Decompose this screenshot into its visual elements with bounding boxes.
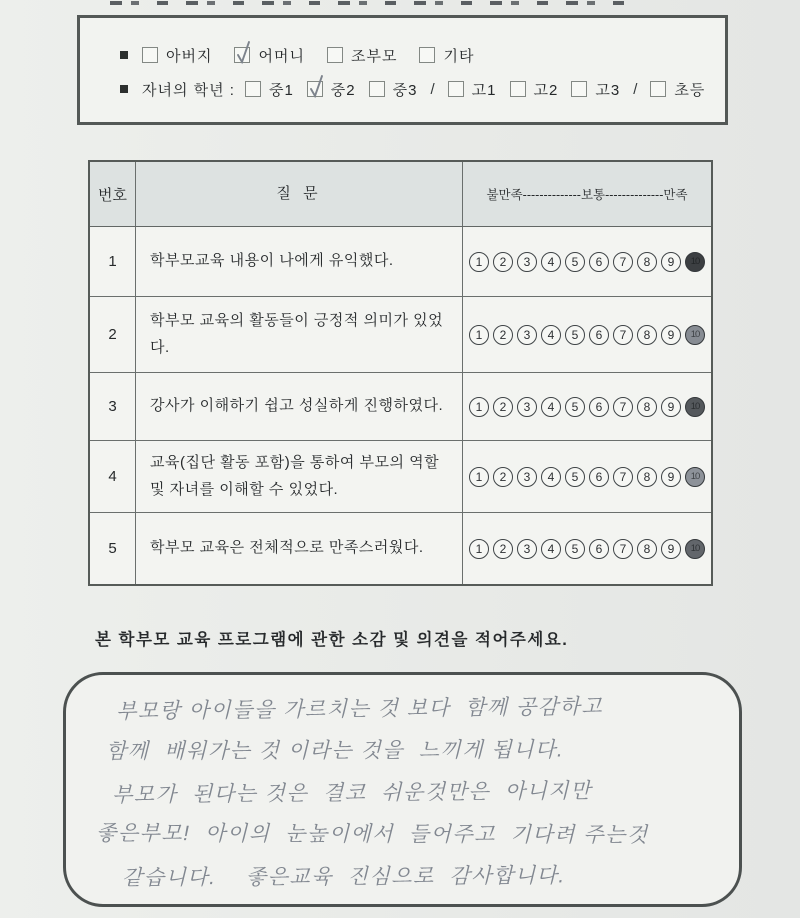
- rating-circle: 9: [661, 325, 681, 345]
- grade-checkbox-option: [571, 79, 620, 100]
- rating-circle: 7: [613, 397, 633, 417]
- relation-checkbox-option: [419, 45, 474, 66]
- grade-checkbox-option: [307, 79, 356, 100]
- table-row: [90, 297, 711, 373]
- table-body: [90, 227, 711, 584]
- row-number: 2: [90, 297, 136, 372]
- row-number: 4: [90, 441, 136, 512]
- checkbox-label: 고3: [595, 81, 621, 99]
- question-text: 강사가 이해하기 쉽고 성실하게 진행하였다.: [136, 373, 463, 440]
- rating-circle: 4: [541, 397, 561, 417]
- grade-row: [120, 72, 725, 106]
- rating-circle: 7: [613, 539, 633, 559]
- checkbox: [369, 81, 385, 97]
- rating-circle: 6: [589, 467, 609, 487]
- header-question: 질 문: [136, 162, 463, 226]
- rating-circle: 5: [565, 397, 585, 417]
- table-row: [90, 513, 711, 584]
- handwritten-comment-line: 함께 배워가는 것 이라는 것을 느끼게 됩니다.: [105, 738, 565, 764]
- rating-scale: [463, 373, 711, 440]
- comments-prompt: 본 학부모 교육 프로그램에 관한 소감 및 의견을 적어주세요.: [95, 631, 569, 649]
- checkbox-label: 조부모: [350, 47, 398, 65]
- row-number: 1: [90, 227, 136, 296]
- checkbox: [510, 81, 526, 97]
- option-separator: /: [430, 80, 435, 98]
- rating-scale: [463, 297, 711, 372]
- checkbox-label: 고2: [533, 81, 559, 99]
- rating-circle: 3: [517, 325, 537, 345]
- relation-row: [120, 38, 725, 72]
- grade-checkbox-option: [245, 79, 294, 100]
- rating-circle: 1: [469, 539, 489, 559]
- rating-circle: 3: [517, 252, 537, 272]
- rating-circle: 6: [589, 252, 609, 272]
- rating-circle: 3: [517, 539, 537, 559]
- rating-circle: 7: [613, 252, 633, 272]
- square-bullet-icon: [120, 51, 128, 59]
- checkbox: [234, 47, 250, 63]
- grade-checkbox-option: [510, 79, 559, 100]
- rating-scale: [463, 227, 711, 296]
- rating-circle: 1: [469, 252, 489, 272]
- pencil-checkmark-icon: [234, 39, 254, 65]
- rating-circle: 8: [637, 539, 657, 559]
- checkbox-label: 어머니: [258, 47, 305, 65]
- checkbox-label: 중2: [330, 81, 356, 99]
- checkbox: [650, 81, 666, 97]
- rating-scale: [463, 513, 711, 584]
- rating-circle: 8: [637, 467, 657, 487]
- grade-row-label: 자녀의 학년 :: [142, 81, 235, 99]
- checkbox-label: 중1: [268, 81, 294, 99]
- respondent-info-box: [77, 15, 728, 125]
- checkbox-label: 중3: [392, 81, 418, 99]
- rating-circle: 8: [637, 325, 657, 345]
- square-bullet-icon: [120, 85, 128, 93]
- grade-checkbox-option: [650, 79, 705, 100]
- clipped-glyph-bottoms: [110, 1, 642, 5]
- rating-circle: 5: [565, 539, 585, 559]
- rating-circle: 9: [661, 252, 681, 272]
- grade-checkbox-option: [448, 79, 497, 100]
- rating-circle: 4: [541, 539, 561, 559]
- handwritten-comment-line: 부모가 된다는 것은 결코 쉬운것만은 아니지만: [111, 779, 593, 807]
- rating-circle: 6: [589, 397, 609, 417]
- rating-circle-marked: 10: [685, 325, 705, 345]
- checkbox: [307, 81, 323, 97]
- handwritten-comment-line: 같습니다. 좋은교육 진심으로 감사합니다.: [121, 864, 566, 890]
- rating-circle-marked: 10: [685, 397, 705, 417]
- rating-circle: 2: [493, 467, 513, 487]
- rating-circle: 3: [517, 467, 537, 487]
- rating-circle: 1: [469, 397, 489, 417]
- question-text: 학부모교육 내용이 나에게 유익했다.: [136, 227, 463, 296]
- rating-scale: [463, 441, 711, 512]
- checkbox: [327, 47, 343, 63]
- rating-circle: 5: [565, 325, 585, 345]
- rating-circle: 5: [565, 252, 585, 272]
- rating-circle-marked: 10: [685, 539, 705, 559]
- rating-circle-marked: 10: [685, 252, 705, 272]
- rating-circle: 6: [589, 539, 609, 559]
- table-row: [90, 373, 711, 441]
- rating-circle: 9: [661, 539, 681, 559]
- rating-circle: 6: [589, 325, 609, 345]
- grade-checkbox-option: [369, 79, 418, 100]
- checkbox-label: 아버지: [166, 47, 213, 65]
- handwritten-comment-line: 부모랑 아이들을 가르치는 것 보다 함께 공감하고: [115, 695, 604, 724]
- checkbox: [448, 81, 464, 97]
- rating-circle: 1: [469, 325, 489, 345]
- rating-circle: 4: [541, 252, 561, 272]
- header-scale: 불만족--------------보통--------------만족: [486, 188, 688, 202]
- rating-circle: 2: [493, 252, 513, 272]
- handwritten-comment-line: 좋은부모! 아이의 눈높이에서 들어주고 기다려 주는것: [95, 821, 649, 847]
- header-number: 번호: [90, 162, 136, 226]
- row-number: 5: [90, 513, 136, 584]
- survey-table: [88, 160, 713, 586]
- rating-circle: 5: [565, 467, 585, 487]
- relation-checkbox-option: [327, 45, 397, 66]
- checkbox-label: 초등: [674, 81, 706, 99]
- relation-checkbox-option: [142, 45, 212, 66]
- rating-circle: 9: [661, 397, 681, 417]
- rating-circle: 2: [493, 397, 513, 417]
- row-number: 3: [90, 373, 136, 440]
- relation-checkbox-option: [234, 45, 304, 66]
- rating-circle: 7: [613, 467, 633, 487]
- rating-circle: 3: [517, 397, 537, 417]
- checkbox: [245, 81, 261, 97]
- comment-box: [63, 672, 742, 907]
- rating-circle: 8: [637, 252, 657, 272]
- table-row: [90, 227, 711, 297]
- relation-options: [142, 45, 496, 66]
- rating-circle: 2: [493, 325, 513, 345]
- rating-circle: 1: [469, 467, 489, 487]
- grade-options: [245, 79, 718, 100]
- checkbox-label: 기타: [443, 47, 475, 65]
- rating-circle: 8: [637, 397, 657, 417]
- table-row: [90, 441, 711, 513]
- rating-circle: 9: [661, 467, 681, 487]
- rating-circle-marked: 10: [685, 467, 705, 487]
- rating-circle: 7: [613, 325, 633, 345]
- checkbox: [571, 81, 587, 97]
- checkbox: [419, 47, 435, 63]
- option-separator: /: [633, 80, 638, 98]
- checkbox: [142, 47, 158, 63]
- rating-circle: 4: [541, 467, 561, 487]
- pencil-checkmark-icon: [307, 73, 327, 99]
- rating-circle: 4: [541, 325, 561, 345]
- question-text: 교육(집단 활동 포함)을 통하여 부모의 역할 및 자녀를 이해할 수 있었다.: [136, 441, 463, 512]
- clipped-top-text: [110, 1, 642, 6]
- question-text: 학부모 교육은 전체적으로 만족스러웠다.: [136, 513, 463, 584]
- table-header-row: [90, 162, 711, 227]
- checkbox-label: 고1: [471, 81, 497, 99]
- question-text: 학부모 교육의 활동들이 긍정적 의미가 있었다.: [136, 297, 463, 372]
- rating-circle: 2: [493, 539, 513, 559]
